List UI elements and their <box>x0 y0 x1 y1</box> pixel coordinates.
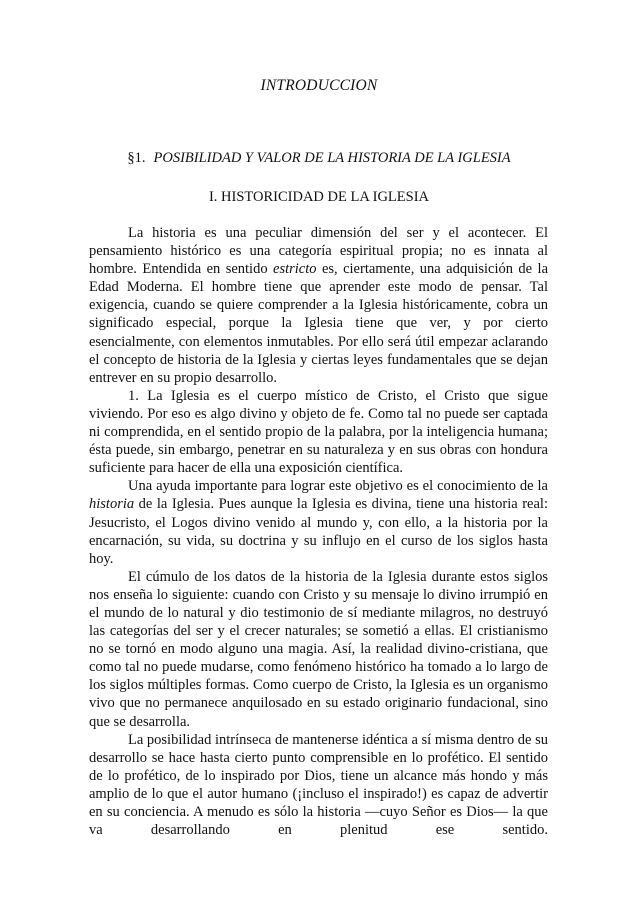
paragraph-text: 1. La Iglesia es el cuerpo místico de Cristo, el Cristo que sigue viviendo. Por eso es algo divino y objeto de fe. Como tal no puede ser captada ni comprendida, en el sentido propio de la palabra, por la inteligencia humana; ésta puede, sin embargo, penetrar en su naturaleza y en sus obras con hondura suficiente para hacer de ella una exposición científica. <box>89 387 548 477</box>
paragraph-text: de la Iglesia. Pues aunque la Iglesia es divina, tiene una historia real: Jesucristo, el Logos divino venido al mundo y, con ello, a la historia por la encarnación, su vida, su doctrina y su influjo en el curso de los siglos hasta hoy. <box>89 496 548 567</box>
section-title: POSIBILIDAD Y VALOR DE LA HISTORIA DE LA IGLESIA <box>153 150 511 166</box>
subsection-heading: I. HISTORICIDAD DE LA IGLESIA <box>208 189 430 205</box>
section-number: §1. <box>127 150 146 166</box>
paragraph <box>89 387 548 477</box>
paragraph-text: La historia es una peculiar dimensión del ser y el acontecer. El pensamiento histórico es una categoría espiritual propia; no es innata al hombre. Entendida en sentido <box>89 225 548 278</box>
paragraph <box>89 477 548 567</box>
paragraph-text: Una ayuda importante para lograr este objetivo es el conocimiento de la <box>128 478 548 495</box>
body-text <box>89 224 548 839</box>
section-heading <box>0 150 638 167</box>
paragraph-text: El cúmulo de los datos de la historia de la Iglesia durante estos siglos nos enseña lo siguiente: cuando con Cristo y su mensaje lo divino irrumpió en el mundo de lo natural y dio testimonio de sí mediante milagros, no destruyó las categorías del ser y el crecer naturales; se sometió a ellas. El cristianismo no se tornó en modo alguno una magia. Así, la realidad divino-cristiana, que como tal no puede mudarse, como fenómeno histórico ha tomado a lo largo de los siglos múltiples formas. Como cuerpo de Cristo, la Iglesia es un organismo vivo que no permanece anquilosado en su estado originario fundacional, sino que se desarrolla. <box>89 568 548 730</box>
paragraph-text: La posibilidad intrínseca de mantenerse idéntica a sí misma dentro de su desarrollo se hace hasta cierto punto comprensible en lo profético. El sentido de lo profético, de lo inspirado por Dios, tiene un alcance más hondo y más amplio de lo que el autor humano (¡incluso el inspirado!) es capaz de advertir en su conciencia. A menudo es sólo la historia —cuyo Señor es Dios— la que va desarrollando en plenitud ese sentido. <box>89 731 548 839</box>
italic-term: estricto <box>273 261 317 278</box>
paragraph <box>89 731 548 840</box>
italic-term: historia <box>89 496 135 513</box>
paragraph <box>89 224 548 387</box>
page-title: INTRODUCCION <box>260 77 378 94</box>
paragraph <box>89 568 548 731</box>
paragraph-text: es, ciertamente, una adquisición de la Edad Moderna. El hombre tiene que aprender este modo de pensar. Tal exigencia, cuando se quiere comprender a la Iglesia históricamente, cobra un significado especial, porque la Iglesia tiene que ver, y por cierto esencialmente, con elementos inmutables. Por ello será útil empezar aclarando el concepto de historia de la Iglesia y ciertas leyes fundamentales que se dejan entrever en su propio desarrollo. <box>89 261 548 386</box>
